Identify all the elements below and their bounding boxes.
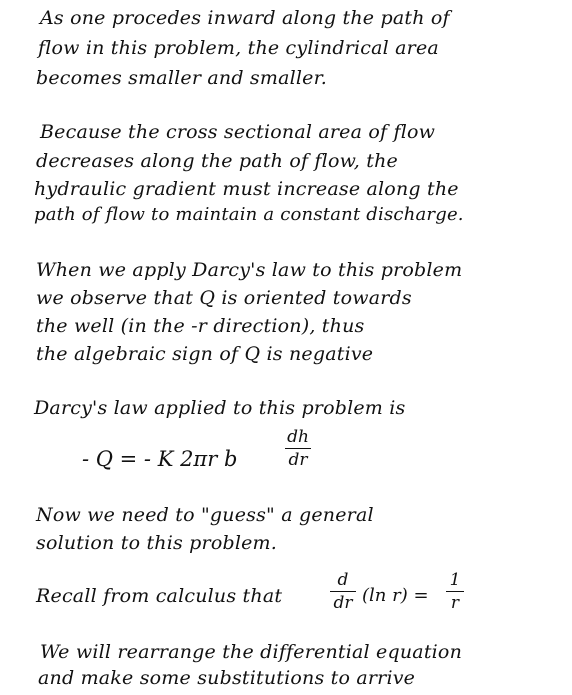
fraction-numerator: d bbox=[337, 570, 349, 590]
text-line: and make some substitutions to arrive bbox=[38, 667, 416, 689]
text-line: Recall from calculus that bbox=[36, 585, 283, 607]
fraction-bar bbox=[330, 591, 356, 592]
text-line: As one procedes inward along the path of bbox=[40, 7, 450, 29]
fraction-bar bbox=[446, 591, 464, 592]
text-line: Darcy's law applied to this problem is bbox=[34, 397, 406, 419]
equation-lhs: - Q = - K 2πr b bbox=[82, 447, 238, 471]
text-line: hydraulic gradient must increase along the bbox=[34, 178, 459, 200]
text-line: the algebraic sign of Q is negative bbox=[36, 343, 374, 365]
equation-middle: (ln r) = bbox=[362, 585, 429, 606]
fraction-numerator: 1 bbox=[449, 570, 461, 590]
fraction-denominator: dr bbox=[288, 450, 308, 470]
text-line: the well (in the -r direction), thus bbox=[36, 315, 365, 337]
text-line: Because the cross sectional area of flow bbox=[40, 121, 436, 143]
text-line: decreases along the path of flow, the bbox=[36, 150, 398, 172]
text-line: we observe that Q is oriented towards bbox=[36, 287, 412, 309]
fraction-numerator: dh bbox=[287, 427, 309, 447]
fraction-bar bbox=[285, 448, 311, 449]
fraction-denominator: r bbox=[450, 593, 460, 613]
reciprocal-fraction bbox=[446, 570, 464, 613]
text-line: When we apply Darcy's law to this problem bbox=[36, 259, 463, 281]
text-line: We will rearrange the differential equation bbox=[40, 641, 463, 663]
text-line: Now we need to "guess" a general bbox=[36, 504, 374, 526]
derivative-fraction bbox=[285, 427, 311, 470]
text-line: solution to this problem. bbox=[36, 532, 278, 554]
text-line: becomes smaller and smaller. bbox=[36, 67, 328, 89]
text-line: flow in this problem, the cylindrical area bbox=[38, 37, 439, 59]
text-line: path of flow to maintain a constant discharge. bbox=[34, 204, 464, 225]
fraction-denominator: dr bbox=[333, 593, 353, 613]
derivative-fraction bbox=[330, 570, 356, 613]
